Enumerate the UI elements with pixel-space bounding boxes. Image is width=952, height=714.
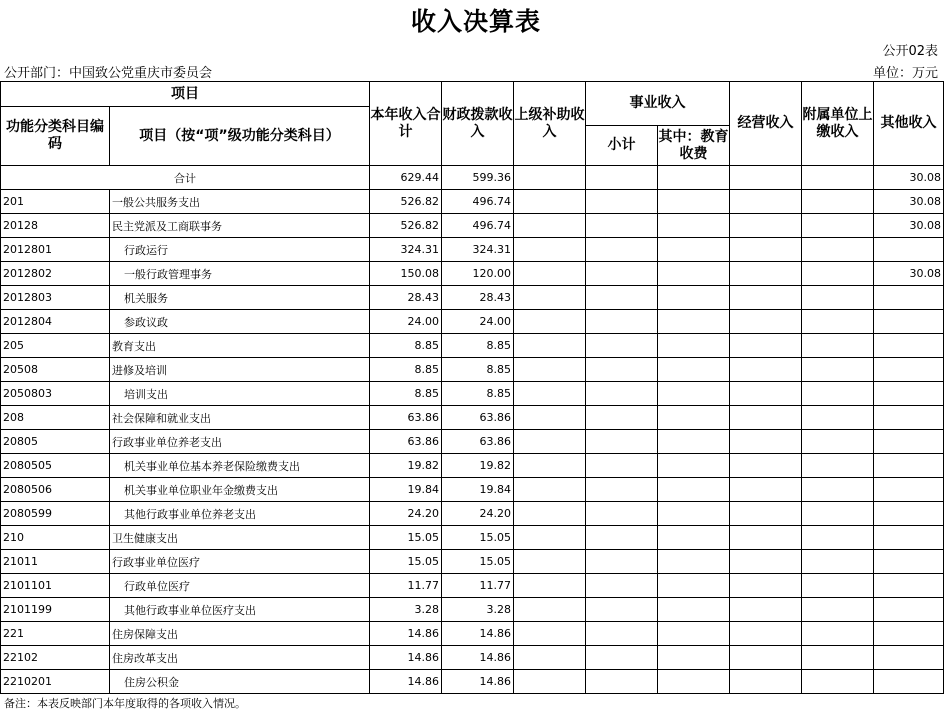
cell-operating [730,478,802,502]
cell-other [874,502,944,526]
cell-other [874,334,944,358]
cell-superior [514,166,586,190]
cell-code: 208 [1,406,110,430]
cell-name: 进修及培训 [110,358,370,382]
cell-name: 培训支出 [110,382,370,406]
cell-name: 住房公积金 [110,670,370,694]
cell-name: 其他行政事业单位医疗支出 [110,598,370,622]
cell-total: 526.82 [370,190,442,214]
cell-subtotal [586,502,658,526]
cell-total: 15.05 [370,526,442,550]
cell-education [658,310,730,334]
table-row [1,598,944,622]
cell-other [874,526,944,550]
cell-affiliated [802,478,874,502]
cell-other [874,646,944,670]
department-label: 公开部门：中国致公党重庆市委员会 [4,66,213,81]
cell-code: 2080599 [1,502,110,526]
cell-subtotal [586,286,658,310]
table-row [1,358,944,382]
cell-fiscal: 8.85 [442,334,514,358]
cell-superior [514,670,586,694]
cell-fiscal: 19.84 [442,478,514,502]
cell-fiscal: 14.86 [442,622,514,646]
cell-affiliated [802,334,874,358]
cell-fiscal: 324.31 [442,238,514,262]
cell-superior [514,598,586,622]
cell-affiliated [802,406,874,430]
cell-subtotal [586,622,658,646]
cell-code: 20128 [1,214,110,238]
cell-name: 卫生健康支出 [110,526,370,550]
cell-subtotal [586,598,658,622]
cell-affiliated [802,310,874,334]
cell-superior [514,382,586,406]
cell-affiliated [802,502,874,526]
header-business: 事业收入 [586,82,730,126]
cell-total: 14.86 [370,646,442,670]
cell-code: 2210201 [1,670,110,694]
cell-total: 63.86 [370,430,442,454]
cell-code: 2050803 [1,382,110,406]
cell-other [874,286,944,310]
cell-fiscal: 15.05 [442,526,514,550]
cell-subtotal [586,646,658,670]
cell-subtotal [586,526,658,550]
cell-name: 行政单位医疗 [110,574,370,598]
table-row [1,478,944,502]
cell-affiliated [802,646,874,670]
cell-operating [730,670,802,694]
cell-total: 629.44 [370,166,442,190]
cell-total: 63.86 [370,406,442,430]
header-name: 项目（按“项”级功能分类科目） [110,107,370,166]
cell-education [658,622,730,646]
cell-operating [730,430,802,454]
cell-subtotal [586,454,658,478]
table-row [1,550,944,574]
cell-superior [514,190,586,214]
cell-affiliated [802,286,874,310]
cell-subtotal [586,574,658,598]
table-row [1,670,944,694]
cell-code: 22102 [1,646,110,670]
cell-operating [730,310,802,334]
cell-other [874,670,944,694]
cell-code: 2012802 [1,262,110,286]
cell-code: 2080505 [1,454,110,478]
cell-fiscal: 14.86 [442,646,514,670]
cell-operating [730,622,802,646]
cell-operating [730,334,802,358]
cell-total: 11.77 [370,574,442,598]
cell-superior [514,430,586,454]
cell-code: 2012803 [1,286,110,310]
table-row [1,454,944,478]
cell-education [658,478,730,502]
cell-education [658,502,730,526]
cell-other [874,430,944,454]
cell-name: 一般行政管理事务 [110,262,370,286]
table-row [1,502,944,526]
table-row [1,646,944,670]
cell-name: 其他行政事业单位养老支出 [110,502,370,526]
cell-education [658,406,730,430]
cell-operating [730,502,802,526]
cell-fiscal: 8.85 [442,382,514,406]
table-row [1,166,944,190]
cell-code: 2012804 [1,310,110,334]
cell-name: 教育支出 [110,334,370,358]
income-table [0,81,944,694]
cell-superior [514,646,586,670]
cell-code: 201 [1,190,110,214]
cell-code: 221 [1,622,110,646]
cell-other: 30.08 [874,190,944,214]
table-row [1,334,944,358]
header-operating: 经营收入 [730,82,802,166]
cell-name: 机关事业单位基本养老保险缴费支出 [110,454,370,478]
cell-affiliated [802,214,874,238]
cell-other [874,382,944,406]
cell-subtotal [586,430,658,454]
cell-fiscal: 120.00 [442,262,514,286]
header-project: 项目 [1,82,370,107]
cell-total: 19.84 [370,478,442,502]
cell-education [658,526,730,550]
cell-subtotal [586,214,658,238]
cell-fiscal: 15.05 [442,550,514,574]
header-total: 本年收入合计 [370,82,442,166]
cell-subtotal [586,406,658,430]
cell-subtotal [586,190,658,214]
cell-education [658,214,730,238]
cell-other [874,598,944,622]
cell-affiliated [802,358,874,382]
header-affiliated: 附属单位上缴收入 [802,82,874,166]
cell-other [874,406,944,430]
cell-total: 8.85 [370,358,442,382]
cell-total: 8.85 [370,334,442,358]
cell-superior [514,574,586,598]
cell-fiscal: 599.36 [442,166,514,190]
cell-code: 2101101 [1,574,110,598]
cell-total: 324.31 [370,238,442,262]
cell-name: 机关服务 [110,286,370,310]
cell-fiscal: 63.86 [442,430,514,454]
cell-code: 2101199 [1,598,110,622]
cell-total: 24.20 [370,502,442,526]
cell-subtotal [586,334,658,358]
cell-name: 住房保障支出 [110,622,370,646]
table-row [1,190,944,214]
cell-subtotal [586,358,658,382]
cell-affiliated [802,670,874,694]
cell-other [874,454,944,478]
cell-operating [730,286,802,310]
cell-other [874,358,944,382]
cell-education [658,598,730,622]
cell-total: 19.82 [370,454,442,478]
cell-affiliated [802,574,874,598]
cell-other [874,238,944,262]
cell-superior [514,358,586,382]
cell-total: 526.82 [370,214,442,238]
cell-total: 28.43 [370,286,442,310]
cell-subtotal [586,550,658,574]
cell-operating [730,166,802,190]
cell-other [874,550,944,574]
cell-fiscal: 11.77 [442,574,514,598]
cell-superior [514,334,586,358]
cell-superior [514,502,586,526]
cell-operating [730,574,802,598]
cell-fiscal: 14.86 [442,670,514,694]
header-code: 功能分类科目编码 [1,107,110,166]
cell-code: 210 [1,526,110,550]
cell-operating [730,214,802,238]
cell-education [658,190,730,214]
table-row [1,382,944,406]
cell-superior [514,526,586,550]
cell-education [658,166,730,190]
unit-label: 单位：万元 [872,66,938,81]
cell-superior [514,478,586,502]
cell-fiscal: 496.74 [442,190,514,214]
cell-name: 行政运行 [110,238,370,262]
cell-fiscal: 24.20 [442,502,514,526]
cell-total: 150.08 [370,262,442,286]
cell-education [658,358,730,382]
table-row [1,238,944,262]
cell-affiliated [802,622,874,646]
cell-operating [730,454,802,478]
cell-operating [730,358,802,382]
cell-subtotal [586,238,658,262]
cell-superior [514,238,586,262]
header-superior: 上级补助收入 [514,82,586,166]
cell-education [658,574,730,598]
cell-operating [730,646,802,670]
cell-other [874,478,944,502]
cell-education [658,454,730,478]
cell-superior [514,550,586,574]
cell-fiscal: 28.43 [442,286,514,310]
cell-name: 行政事业单位养老支出 [110,430,370,454]
cell-code: 21011 [1,550,110,574]
cell-education [658,646,730,670]
cell-name: 一般公共服务支出 [110,190,370,214]
cell-other: 30.08 [874,214,944,238]
cell-education [658,430,730,454]
cell-fiscal: 8.85 [442,358,514,382]
cell-total: 8.85 [370,382,442,406]
cell-total: 14.86 [370,622,442,646]
table-row [1,526,944,550]
cell-other [874,574,944,598]
table-row [1,406,944,430]
cell-code: 2080506 [1,478,110,502]
cell-other: 30.08 [874,166,944,190]
cell-affiliated [802,166,874,190]
cell-fiscal: 63.86 [442,406,514,430]
cell-name: 社会保障和就业支出 [110,406,370,430]
cell-subtotal [586,166,658,190]
cell-other [874,310,944,334]
cell-operating [730,190,802,214]
cell-total: 3.28 [370,598,442,622]
cell-total: 24.00 [370,310,442,334]
cell-other: 30.08 [874,262,944,286]
table-row [1,286,944,310]
form-number: 公开02表 [882,44,938,59]
cell-affiliated [802,382,874,406]
table-row [1,430,944,454]
cell-superior [514,622,586,646]
cell-name: 住房改革支出 [110,646,370,670]
cell-affiliated [802,238,874,262]
cell-subtotal [586,382,658,406]
header-other: 其他收入 [874,82,944,166]
cell-education [658,334,730,358]
cell-superior [514,262,586,286]
header-subtotal: 小计 [586,126,658,166]
cell-code: 2012801 [1,238,110,262]
cell-subtotal [586,262,658,286]
cell-education [658,238,730,262]
cell-name: 行政事业单位医疗 [110,550,370,574]
cell-education [658,670,730,694]
cell-subtotal [586,310,658,334]
cell-operating [730,262,802,286]
cell-education [658,286,730,310]
cell-affiliated [802,526,874,550]
cell-superior [514,406,586,430]
table-row [1,262,944,286]
table-row [1,214,944,238]
cell-affiliated [802,190,874,214]
cell-affiliated [802,430,874,454]
cell-affiliated [802,454,874,478]
cell-total: 15.05 [370,550,442,574]
cell-operating [730,382,802,406]
cell-fiscal: 3.28 [442,598,514,622]
header-education: 其中：教育收费 [658,126,730,166]
cell-education [658,262,730,286]
table-row [1,574,944,598]
cell-other [874,622,944,646]
cell-superior [514,454,586,478]
total-row-label: 合计 [1,166,370,190]
cell-fiscal: 19.82 [442,454,514,478]
cell-superior [514,214,586,238]
cell-affiliated [802,262,874,286]
cell-affiliated [802,598,874,622]
cell-name: 参政议政 [110,310,370,334]
table-row [1,622,944,646]
cell-name: 民主党派及工商联事务 [110,214,370,238]
table-row [1,310,944,334]
cell-fiscal: 24.00 [442,310,514,334]
page-title: 收入决算表 [410,7,541,36]
cell-superior [514,286,586,310]
cell-code: 20508 [1,358,110,382]
footnote: 备注：本表反映部门本年度取得的各项收入情况。 [4,697,246,710]
cell-operating [730,598,802,622]
cell-education [658,550,730,574]
header-fiscal: 财政拨款收入 [442,82,514,166]
cell-operating [730,406,802,430]
cell-fiscal: 496.74 [442,214,514,238]
cell-superior [514,310,586,334]
cell-affiliated [802,550,874,574]
cell-code: 20805 [1,430,110,454]
cell-total: 14.86 [370,670,442,694]
cell-education [658,382,730,406]
cell-name: 机关事业单位职业年金缴费支出 [110,478,370,502]
cell-operating [730,238,802,262]
cell-subtotal [586,670,658,694]
cell-subtotal [586,478,658,502]
cell-operating [730,526,802,550]
cell-operating [730,550,802,574]
cell-code: 205 [1,334,110,358]
